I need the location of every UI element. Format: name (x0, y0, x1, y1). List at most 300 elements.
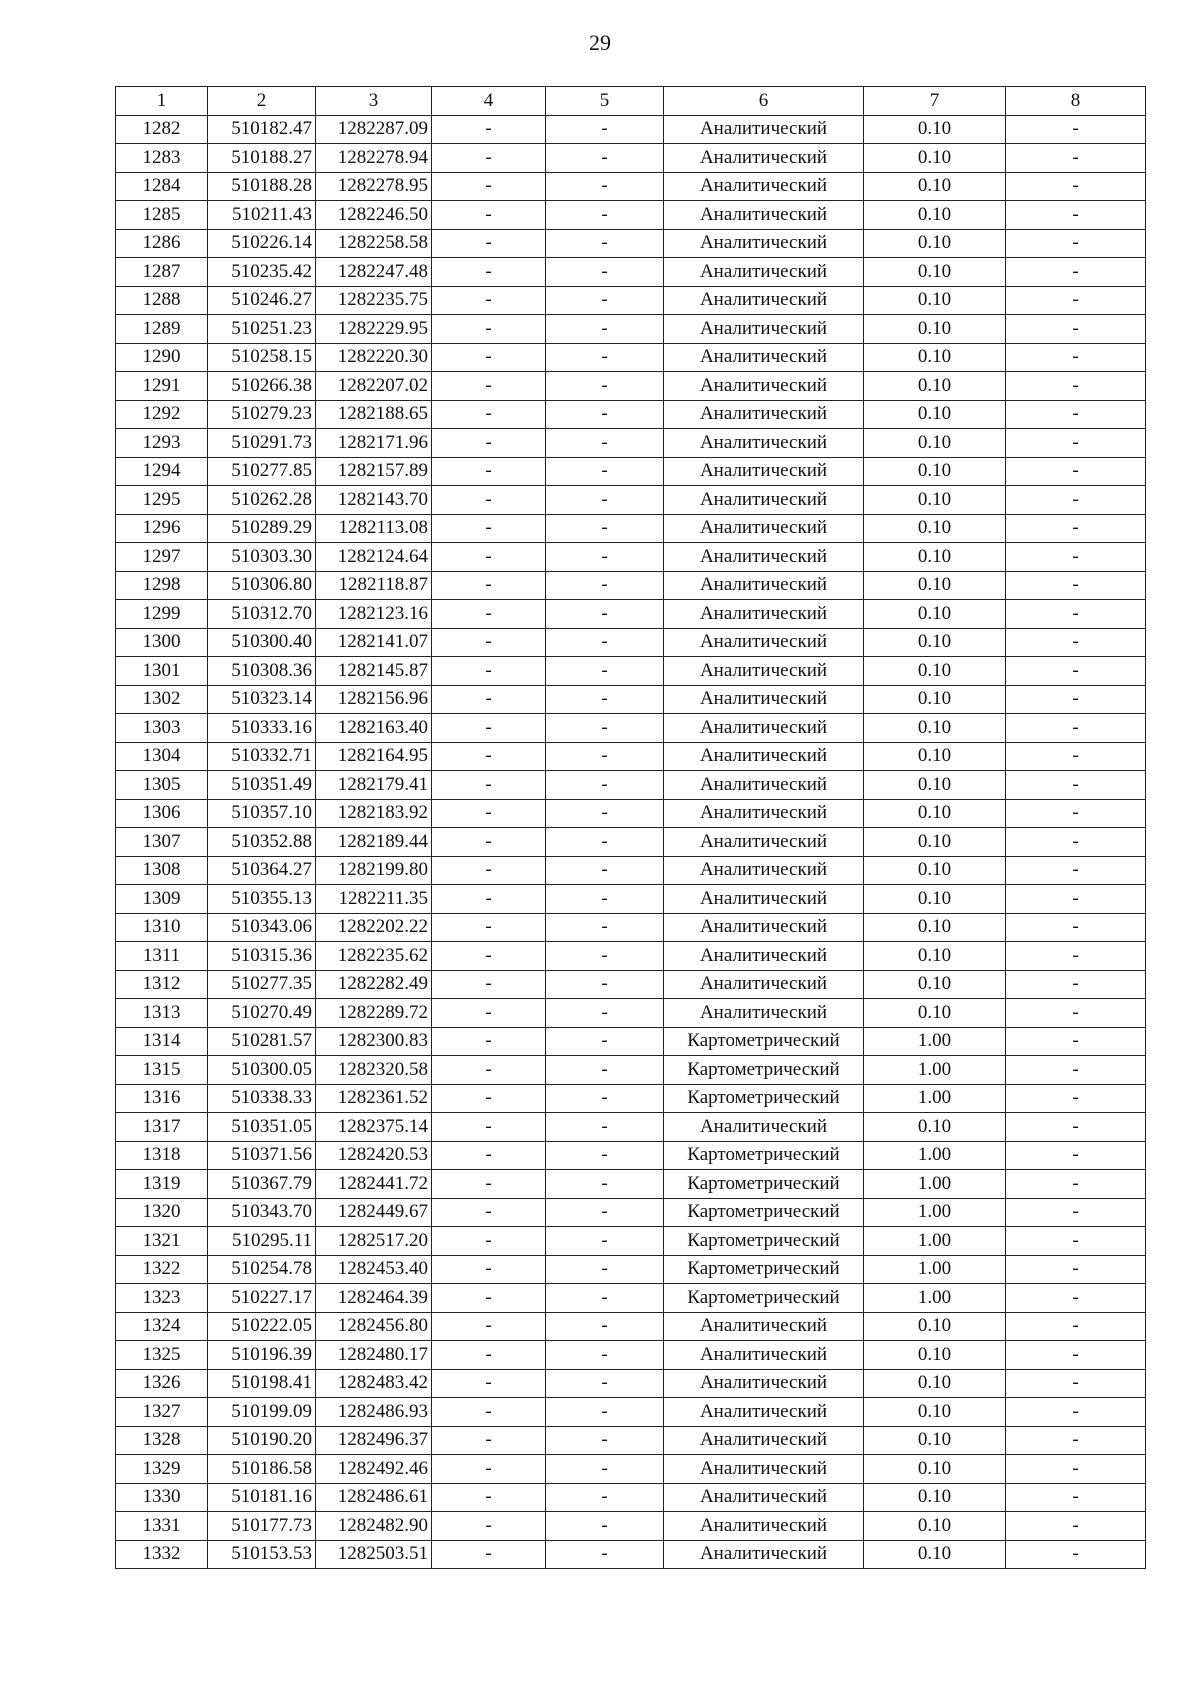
col8-cell: - (1006, 201, 1146, 230)
col5-cell: - (546, 543, 664, 572)
method-cell: Аналитический (664, 1540, 864, 1569)
x-coordinate-cell: 510277.85 (208, 457, 316, 486)
x-coordinate-cell: 510333.16 (208, 714, 316, 743)
x-coordinate-cell: 510308.36 (208, 657, 316, 686)
col5-cell: - (546, 1426, 664, 1455)
x-coordinate-cell: 510177.73 (208, 1512, 316, 1541)
y-coordinate-cell: 1282246.50 (316, 201, 432, 230)
col5-cell: - (546, 1170, 664, 1199)
x-coordinate-cell: 510246.27 (208, 286, 316, 315)
accuracy-cell: 0.10 (864, 600, 1006, 629)
col8-cell: - (1006, 429, 1146, 458)
point-number-cell: 1314 (116, 1027, 208, 1056)
col8-cell: - (1006, 486, 1146, 515)
x-coordinate-cell: 510251.23 (208, 315, 316, 344)
x-coordinate-cell: 510351.05 (208, 1113, 316, 1142)
point-number-cell: 1319 (116, 1170, 208, 1199)
y-coordinate-cell: 1282449.67 (316, 1198, 432, 1227)
col8-cell: - (1006, 600, 1146, 629)
point-number-cell: 1332 (116, 1540, 208, 1569)
accuracy-cell: 0.10 (864, 970, 1006, 999)
accuracy-cell: 0.10 (864, 172, 1006, 201)
point-number-cell: 1285 (116, 201, 208, 230)
col8-cell: - (1006, 1084, 1146, 1113)
table-row (116, 286, 1146, 315)
table-row (116, 1170, 1146, 1199)
y-coordinate-cell: 1282496.37 (316, 1426, 432, 1455)
accuracy-cell: 1.00 (864, 1027, 1006, 1056)
col5-cell: - (546, 1455, 664, 1484)
accuracy-cell: 0.10 (864, 315, 1006, 344)
table-row (116, 543, 1146, 572)
table-row (116, 400, 1146, 429)
col4-cell: - (432, 999, 546, 1028)
col5-cell: - (546, 970, 664, 999)
accuracy-cell: 0.10 (864, 657, 1006, 686)
y-coordinate-cell: 1282156.96 (316, 685, 432, 714)
col4-cell: - (432, 1369, 546, 1398)
method-cell: Аналитический (664, 999, 864, 1028)
col4-cell: - (432, 856, 546, 885)
point-number-cell: 1288 (116, 286, 208, 315)
col8-cell: - (1006, 1369, 1146, 1398)
point-number-cell: 1305 (116, 771, 208, 800)
col5-cell: - (546, 1341, 664, 1370)
col5-cell: - (546, 1027, 664, 1056)
page-number: 29 (589, 30, 611, 55)
accuracy-cell: 0.10 (864, 514, 1006, 543)
x-coordinate-cell: 510323.14 (208, 685, 316, 714)
accuracy-cell: 1.00 (864, 1084, 1006, 1113)
y-coordinate-cell: 1282486.61 (316, 1483, 432, 1512)
col8-cell: - (1006, 229, 1146, 258)
table-row (116, 571, 1146, 600)
x-coordinate-cell: 510357.10 (208, 799, 316, 828)
col5-cell: - (546, 372, 664, 401)
col4-cell: - (432, 685, 546, 714)
col4-cell: - (432, 828, 546, 857)
col4-cell: - (432, 1227, 546, 1256)
y-coordinate-cell: 1282229.95 (316, 315, 432, 344)
col8-cell: - (1006, 714, 1146, 743)
table-row (116, 828, 1146, 857)
accuracy-cell: 0.10 (864, 1312, 1006, 1341)
col8-cell: - (1006, 1455, 1146, 1484)
x-coordinate-cell: 510295.11 (208, 1227, 316, 1256)
method-cell: Аналитический (664, 1455, 864, 1484)
point-number-cell: 1313 (116, 999, 208, 1028)
table-row (116, 372, 1146, 401)
method-cell: Аналитический (664, 1113, 864, 1142)
point-number-cell: 1326 (116, 1369, 208, 1398)
col4-cell: - (432, 742, 546, 771)
x-coordinate-cell: 510211.43 (208, 201, 316, 230)
y-coordinate-cell: 1282189.44 (316, 828, 432, 857)
x-coordinate-cell: 510188.27 (208, 144, 316, 173)
col4-cell: - (432, 771, 546, 800)
col8-cell: - (1006, 1198, 1146, 1227)
point-number-cell: 1307 (116, 828, 208, 857)
column-header: 1 (116, 87, 208, 116)
y-coordinate-cell: 1282157.89 (316, 457, 432, 486)
point-number-cell: 1297 (116, 543, 208, 572)
col5-cell: - (546, 1540, 664, 1569)
point-number-cell: 1316 (116, 1084, 208, 1113)
col4-cell: - (432, 229, 546, 258)
col5-cell: - (546, 172, 664, 201)
accuracy-cell: 1.00 (864, 1056, 1006, 1085)
col4-cell: - (432, 1056, 546, 1085)
x-coordinate-cell: 510281.57 (208, 1027, 316, 1056)
y-coordinate-cell: 1282503.51 (316, 1540, 432, 1569)
col4-cell: - (432, 1255, 546, 1284)
col8-cell: - (1006, 1426, 1146, 1455)
col5-cell: - (546, 229, 664, 258)
y-coordinate-cell: 1282163.40 (316, 714, 432, 743)
col5-cell: - (546, 1512, 664, 1541)
col5-cell: - (546, 1198, 664, 1227)
table-row (116, 172, 1146, 201)
table-row (116, 1540, 1146, 1569)
accuracy-cell: 0.10 (864, 1540, 1006, 1569)
table-row (116, 600, 1146, 629)
x-coordinate-cell: 510254.78 (208, 1255, 316, 1284)
col5-cell: - (546, 400, 664, 429)
col4-cell: - (432, 258, 546, 287)
col8-cell: - (1006, 1341, 1146, 1370)
y-coordinate-cell: 1282123.16 (316, 600, 432, 629)
x-coordinate-cell: 510277.35 (208, 970, 316, 999)
table-row (116, 1312, 1146, 1341)
col8-cell: - (1006, 571, 1146, 600)
col8-cell: - (1006, 913, 1146, 942)
method-cell: Аналитический (664, 657, 864, 686)
col5-cell: - (546, 685, 664, 714)
col5-cell: - (546, 457, 664, 486)
point-number-cell: 1317 (116, 1113, 208, 1142)
y-coordinate-cell: 1282202.22 (316, 913, 432, 942)
col4-cell: - (432, 1512, 546, 1541)
method-cell: Аналитический (664, 1369, 864, 1398)
y-coordinate-cell: 1282278.95 (316, 172, 432, 201)
point-number-cell: 1318 (116, 1141, 208, 1170)
col4-cell: - (432, 1084, 546, 1113)
accuracy-cell: 0.10 (864, 885, 1006, 914)
col4-cell: - (432, 571, 546, 600)
method-cell: Аналитический (664, 258, 864, 287)
col5-cell: - (546, 1284, 664, 1313)
point-number-cell: 1321 (116, 1227, 208, 1256)
x-coordinate-cell: 510289.29 (208, 514, 316, 543)
x-coordinate-cell: 510226.14 (208, 229, 316, 258)
col4-cell: - (432, 970, 546, 999)
method-cell: Аналитический (664, 1512, 864, 1541)
table-row (116, 229, 1146, 258)
table-row (116, 1426, 1146, 1455)
y-coordinate-cell: 1282282.49 (316, 970, 432, 999)
x-coordinate-cell: 510182.47 (208, 115, 316, 144)
col4-cell: - (432, 1284, 546, 1313)
col5-cell: - (546, 514, 664, 543)
col8-cell: - (1006, 1027, 1146, 1056)
col8-cell: - (1006, 1312, 1146, 1341)
x-coordinate-cell: 510190.20 (208, 1426, 316, 1455)
point-number-cell: 1294 (116, 457, 208, 486)
method-cell: Аналитический (664, 742, 864, 771)
y-coordinate-cell: 1282453.40 (316, 1255, 432, 1284)
method-cell: Картометрический (664, 1056, 864, 1085)
x-coordinate-cell: 510306.80 (208, 571, 316, 600)
method-cell: Картометрический (664, 1141, 864, 1170)
table-row (116, 315, 1146, 344)
y-coordinate-cell: 1282179.41 (316, 771, 432, 800)
accuracy-cell: 0.10 (864, 1483, 1006, 1512)
col8-cell: - (1006, 1255, 1146, 1284)
y-coordinate-cell: 1282441.72 (316, 1170, 432, 1199)
point-number-cell: 1301 (116, 657, 208, 686)
method-cell: Картометрический (664, 1027, 864, 1056)
col8-cell: - (1006, 514, 1146, 543)
col8-cell: - (1006, 1227, 1146, 1256)
col8-cell: - (1006, 970, 1146, 999)
col4-cell: - (432, 543, 546, 572)
accuracy-cell: 0.10 (864, 771, 1006, 800)
x-coordinate-cell: 510279.23 (208, 400, 316, 429)
col5-cell: - (546, 144, 664, 173)
point-number-cell: 1309 (116, 885, 208, 914)
table-row (116, 486, 1146, 515)
method-cell: Аналитический (664, 970, 864, 999)
table-row (116, 1027, 1146, 1056)
x-coordinate-cell: 510153.53 (208, 1540, 316, 1569)
point-number-cell: 1311 (116, 942, 208, 971)
point-number-cell: 1296 (116, 514, 208, 543)
accuracy-cell: 0.10 (864, 429, 1006, 458)
method-cell: Аналитический (664, 828, 864, 857)
method-cell: Аналитический (664, 372, 864, 401)
accuracy-cell: 0.10 (864, 486, 1006, 515)
table-row (116, 343, 1146, 372)
y-coordinate-cell: 1282118.87 (316, 571, 432, 600)
table-row (116, 1483, 1146, 1512)
col4-cell: - (432, 1483, 546, 1512)
x-coordinate-cell: 510227.17 (208, 1284, 316, 1313)
method-cell: Аналитический (664, 172, 864, 201)
column-header: 8 (1006, 87, 1146, 116)
point-number-cell: 1295 (116, 486, 208, 515)
col5-cell: - (546, 600, 664, 629)
y-coordinate-cell: 1282143.70 (316, 486, 432, 515)
col5-cell: - (546, 714, 664, 743)
col5-cell: - (546, 1398, 664, 1427)
method-cell: Аналитический (664, 628, 864, 657)
point-number-cell: 1293 (116, 429, 208, 458)
x-coordinate-cell: 510364.27 (208, 856, 316, 885)
col8-cell: - (1006, 1512, 1146, 1541)
col4-cell: - (432, 1341, 546, 1370)
x-coordinate-cell: 510352.88 (208, 828, 316, 857)
col5-cell: - (546, 258, 664, 287)
point-number-cell: 1328 (116, 1426, 208, 1455)
accuracy-cell: 0.10 (864, 942, 1006, 971)
accuracy-cell: 1.00 (864, 1227, 1006, 1256)
col5-cell: - (546, 799, 664, 828)
x-coordinate-cell: 510222.05 (208, 1312, 316, 1341)
col5-cell: - (546, 771, 664, 800)
col4-cell: - (432, 942, 546, 971)
col8-cell: - (1006, 315, 1146, 344)
method-cell: Аналитический (664, 714, 864, 743)
col8-cell: - (1006, 1170, 1146, 1199)
col8-cell: - (1006, 400, 1146, 429)
method-cell: Аналитический (664, 1398, 864, 1427)
y-coordinate-cell: 1282188.65 (316, 400, 432, 429)
x-coordinate-cell: 510181.16 (208, 1483, 316, 1512)
accuracy-cell: 0.10 (864, 400, 1006, 429)
col5-cell: - (546, 201, 664, 230)
col4-cell: - (432, 315, 546, 344)
y-coordinate-cell: 1282289.72 (316, 999, 432, 1028)
accuracy-cell: 0.10 (864, 457, 1006, 486)
col4-cell: - (432, 1141, 546, 1170)
x-coordinate-cell: 510351.49 (208, 771, 316, 800)
table-row (116, 970, 1146, 999)
col4-cell: - (432, 514, 546, 543)
accuracy-cell: 0.10 (864, 799, 1006, 828)
method-cell: Аналитический (664, 1312, 864, 1341)
y-coordinate-cell: 1282211.35 (316, 885, 432, 914)
table-row (116, 913, 1146, 942)
point-number-cell: 1284 (116, 172, 208, 201)
col5-cell: - (546, 628, 664, 657)
accuracy-cell: 0.10 (864, 372, 1006, 401)
col4-cell: - (432, 201, 546, 230)
coordinates-table (115, 86, 1146, 1569)
col8-cell: - (1006, 1113, 1146, 1142)
method-cell: Аналитический (664, 457, 864, 486)
accuracy-cell: 1.00 (864, 1170, 1006, 1199)
point-number-cell: 1329 (116, 1455, 208, 1484)
table-row (116, 258, 1146, 287)
accuracy-cell: 0.10 (864, 1426, 1006, 1455)
col8-cell: - (1006, 856, 1146, 885)
col4-cell: - (432, 486, 546, 515)
col8-cell: - (1006, 1398, 1146, 1427)
point-number-cell: 1322 (116, 1255, 208, 1284)
table-row (116, 685, 1146, 714)
col4-cell: - (432, 600, 546, 629)
col8-cell: - (1006, 742, 1146, 771)
y-coordinate-cell: 1282171.96 (316, 429, 432, 458)
point-number-cell: 1310 (116, 913, 208, 942)
x-coordinate-cell: 510338.33 (208, 1084, 316, 1113)
column-header: 4 (432, 87, 546, 116)
point-number-cell: 1323 (116, 1284, 208, 1313)
method-cell: Аналитический (664, 286, 864, 315)
col5-cell: - (546, 742, 664, 771)
table-row (116, 1455, 1146, 1484)
col4-cell: - (432, 1455, 546, 1484)
accuracy-cell: 0.10 (864, 543, 1006, 572)
x-coordinate-cell: 510198.41 (208, 1369, 316, 1398)
column-header: 5 (546, 87, 664, 116)
y-coordinate-cell: 1282420.53 (316, 1141, 432, 1170)
col8-cell: - (1006, 1483, 1146, 1512)
col8-cell: - (1006, 942, 1146, 971)
col5-cell: - (546, 1084, 664, 1113)
table-row (116, 1512, 1146, 1541)
col8-cell: - (1006, 372, 1146, 401)
accuracy-cell: 0.10 (864, 201, 1006, 230)
x-coordinate-cell: 510312.70 (208, 600, 316, 629)
col4-cell: - (432, 172, 546, 201)
col5-cell: - (546, 486, 664, 515)
accuracy-cell: 0.10 (864, 856, 1006, 885)
col5-cell: - (546, 286, 664, 315)
col4-cell: - (432, 1312, 546, 1341)
accuracy-cell: 0.10 (864, 1398, 1006, 1427)
col4-cell: - (432, 799, 546, 828)
method-cell: Аналитический (664, 400, 864, 429)
y-coordinate-cell: 1282483.42 (316, 1369, 432, 1398)
col5-cell: - (546, 999, 664, 1028)
point-number-cell: 1299 (116, 600, 208, 629)
col8-cell: - (1006, 885, 1146, 914)
y-coordinate-cell: 1282113.08 (316, 514, 432, 543)
col4-cell: - (432, 115, 546, 144)
point-number-cell: 1331 (116, 1512, 208, 1541)
x-coordinate-cell: 510199.09 (208, 1398, 316, 1427)
y-coordinate-cell: 1282247.48 (316, 258, 432, 287)
y-coordinate-cell: 1282480.17 (316, 1341, 432, 1370)
x-coordinate-cell: 510235.42 (208, 258, 316, 287)
point-number-cell: 1303 (116, 714, 208, 743)
col8-cell: - (1006, 1284, 1146, 1313)
y-coordinate-cell: 1282464.39 (316, 1284, 432, 1313)
accuracy-cell: 0.10 (864, 628, 1006, 657)
method-cell: Аналитический (664, 1483, 864, 1512)
point-number-cell: 1290 (116, 343, 208, 372)
method-cell: Аналитический (664, 1341, 864, 1370)
accuracy-cell: 0.10 (864, 258, 1006, 287)
y-coordinate-cell: 1282220.30 (316, 343, 432, 372)
method-cell: Аналитический (664, 600, 864, 629)
x-coordinate-cell: 510343.06 (208, 913, 316, 942)
y-coordinate-cell: 1282486.93 (316, 1398, 432, 1427)
table-row (116, 657, 1146, 686)
method-cell: Аналитический (664, 856, 864, 885)
table-row (116, 1369, 1146, 1398)
x-coordinate-cell: 510300.40 (208, 628, 316, 657)
table-row (116, 799, 1146, 828)
table-row (116, 1113, 1146, 1142)
col5-cell: - (546, 1113, 664, 1142)
table-row (116, 771, 1146, 800)
col5-cell: - (546, 1369, 664, 1398)
accuracy-cell: 0.10 (864, 742, 1006, 771)
x-coordinate-cell: 510300.05 (208, 1056, 316, 1085)
accuracy-cell: 0.10 (864, 913, 1006, 942)
point-number-cell: 1306 (116, 799, 208, 828)
y-coordinate-cell: 1282235.75 (316, 286, 432, 315)
col4-cell: - (432, 885, 546, 914)
y-coordinate-cell: 1282258.58 (316, 229, 432, 258)
method-cell: Картометрический (664, 1084, 864, 1113)
col5-cell: - (546, 429, 664, 458)
accuracy-cell: 0.10 (864, 144, 1006, 173)
col8-cell: - (1006, 999, 1146, 1028)
col5-cell: - (546, 1312, 664, 1341)
